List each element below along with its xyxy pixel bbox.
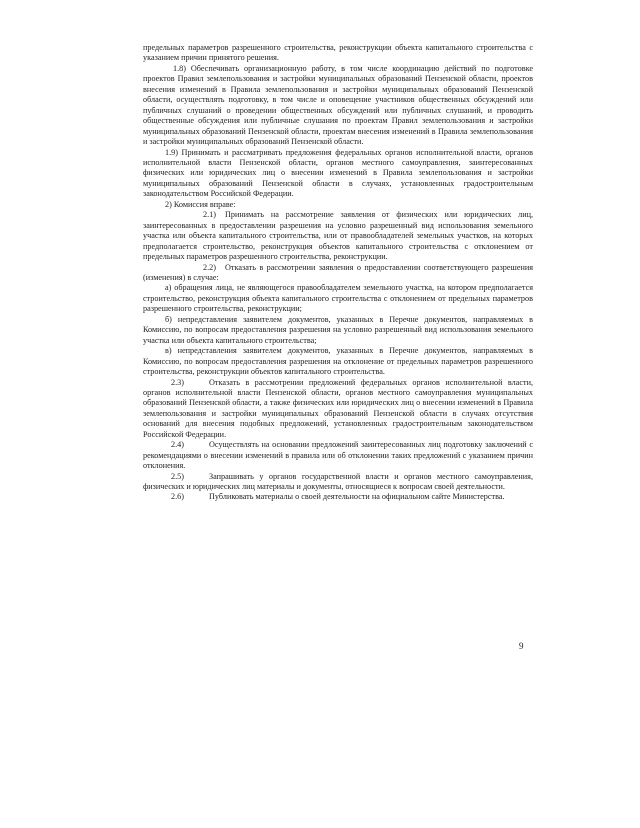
paragraph-text: 2) Комиссия вправе: xyxy=(165,199,236,209)
paragraph-text: в) непредставления заявителем документов, указанных в Перечне документов, направляемых в Комиссию, по вопросам предоставления разрешения на отклонение от предельных параметров разрешенного строительства, реконструкции объектов капитального строительства. xyxy=(143,346,533,377)
paragraph-text: 1.8) Обеспечивать организационную работу, в том числе координацию действий по подготовке проектов Правил землепользования и застройки муниципальных образований Пензенской области, проектов внесения изменений в Правила землепользования и застройки муниципальных образований Пензенской области, осуществлять подготовку, в том числе и оповещение участников общественных обсуждений или публичных слушаний о проведении общественных обсуждений или публичных слушаний, и проводить общественные обсуждения или публичные слушания по проектам Правил землепользования и застройки муниципальных образований Пензенской области, проектам внесения изменений в Правила землепользования и застройки муниципальных образований Пензенской области. xyxy=(143,63,533,147)
paragraph-2-4 xyxy=(143,440,533,471)
paragraph-continuation xyxy=(143,43,533,64)
paragraph-text: Осуществлять на основании предложений заинтересованных лиц подготовку заключений с рекомендациями о внесении изменений в правила или об отклонении таких предложений с указанием причин отклонения. xyxy=(143,440,533,471)
item-number: 2.5) xyxy=(171,471,184,481)
item-number: 2.1) xyxy=(203,210,216,220)
paragraph-text: Принимать на рассмотрение заявления от физических или юридических лиц, заинтересованных в предоставлении разрешения на условно разрешенный вид использования земельного участка или объекта капитального строительства, или от правообладателей земельных участков, на которых предполагается строительство, реконструкция объектов капитального строительства с отклонением от предельных параметров разрешенного строительства, реконструкции. xyxy=(143,210,533,262)
paragraph-2-6 xyxy=(143,492,533,502)
paragraph-text: а) обращения лица, не являющегося правообладателем земельного участка, на котором предполагается строительство, реконструкция объекта капитального строительства с отклонением от предельных параметров разрешенного строительства, реконструкции; xyxy=(143,283,533,314)
page-number: 9 xyxy=(519,641,524,651)
document-body xyxy=(143,43,533,503)
paragraph-text: Публиковать материалы о своей деятельности на официальном сайте Министерства. xyxy=(209,492,505,502)
paragraph-2-2-c xyxy=(143,346,533,377)
paragraph-2-2 xyxy=(143,263,533,284)
item-number: 2.2) xyxy=(203,262,216,272)
paragraph-2-3 xyxy=(143,378,533,441)
paragraph-2-1 xyxy=(143,210,533,262)
item-number: 2.3) xyxy=(171,377,184,387)
paragraph-text: предельных параметров разрешенного строительства, реконструкции объекта капитального строительства с указанием причин принятого решения. xyxy=(143,43,533,63)
paragraph-2-5 xyxy=(143,472,533,493)
paragraph-2-2-a xyxy=(143,283,533,314)
item-number: 2.4) xyxy=(171,440,184,450)
paragraph-2-2-b xyxy=(143,315,533,346)
paragraph-text: Отказать в рассмотрении предложений федеральных органов исполнительной власти, органов исполнительной власти Пензенской области, органов местного самоуправления муниципальных образований Пензенской области, а также физических или юридических лиц о внесении изменений в Правила землепользования и застройки муниципальных образований Пензенской области в случаях отсутствия оснований для внесения подобных предложений, установленных градостроительным законодательством Российской Федерации. xyxy=(143,377,533,439)
paragraph-text: Отказать в рассмотрении заявления о предоставлении соответствующего разрешения (изменения) в случае: xyxy=(143,262,533,282)
paragraph-1-8 xyxy=(143,64,533,148)
paragraph-text: 1.9) Принимать и рассматривать предложения федеральных органов исполнительной власти, органов исполнительной власти Пензенской области, органов местного самоуправления, заинтересованных физических или юридических лиц о внесении изменений в Правила землепользования и застройки муниципальных образований Пензенской области в случаях, установленных градостроительным законодательством Российской Федерации. xyxy=(143,147,533,199)
paragraph-text: б) непредставления заявителем документов, указанных в Перечне документов, направляемых в Комиссию, по вопросам предоставления разрешения на условно разрешенный вид использования земельного участка или объекта капитального строительства; xyxy=(143,314,533,345)
item-number: 2.6) xyxy=(171,492,184,502)
paragraph-1-9 xyxy=(143,148,533,200)
paragraph-text: Запрашивать у органов государственной власти и органов местного самоуправления, физических и юридических лиц материалы и документы, относящиеся к вопросам своей деятельности. xyxy=(143,471,533,492)
paragraph-commission-rights xyxy=(143,200,533,210)
